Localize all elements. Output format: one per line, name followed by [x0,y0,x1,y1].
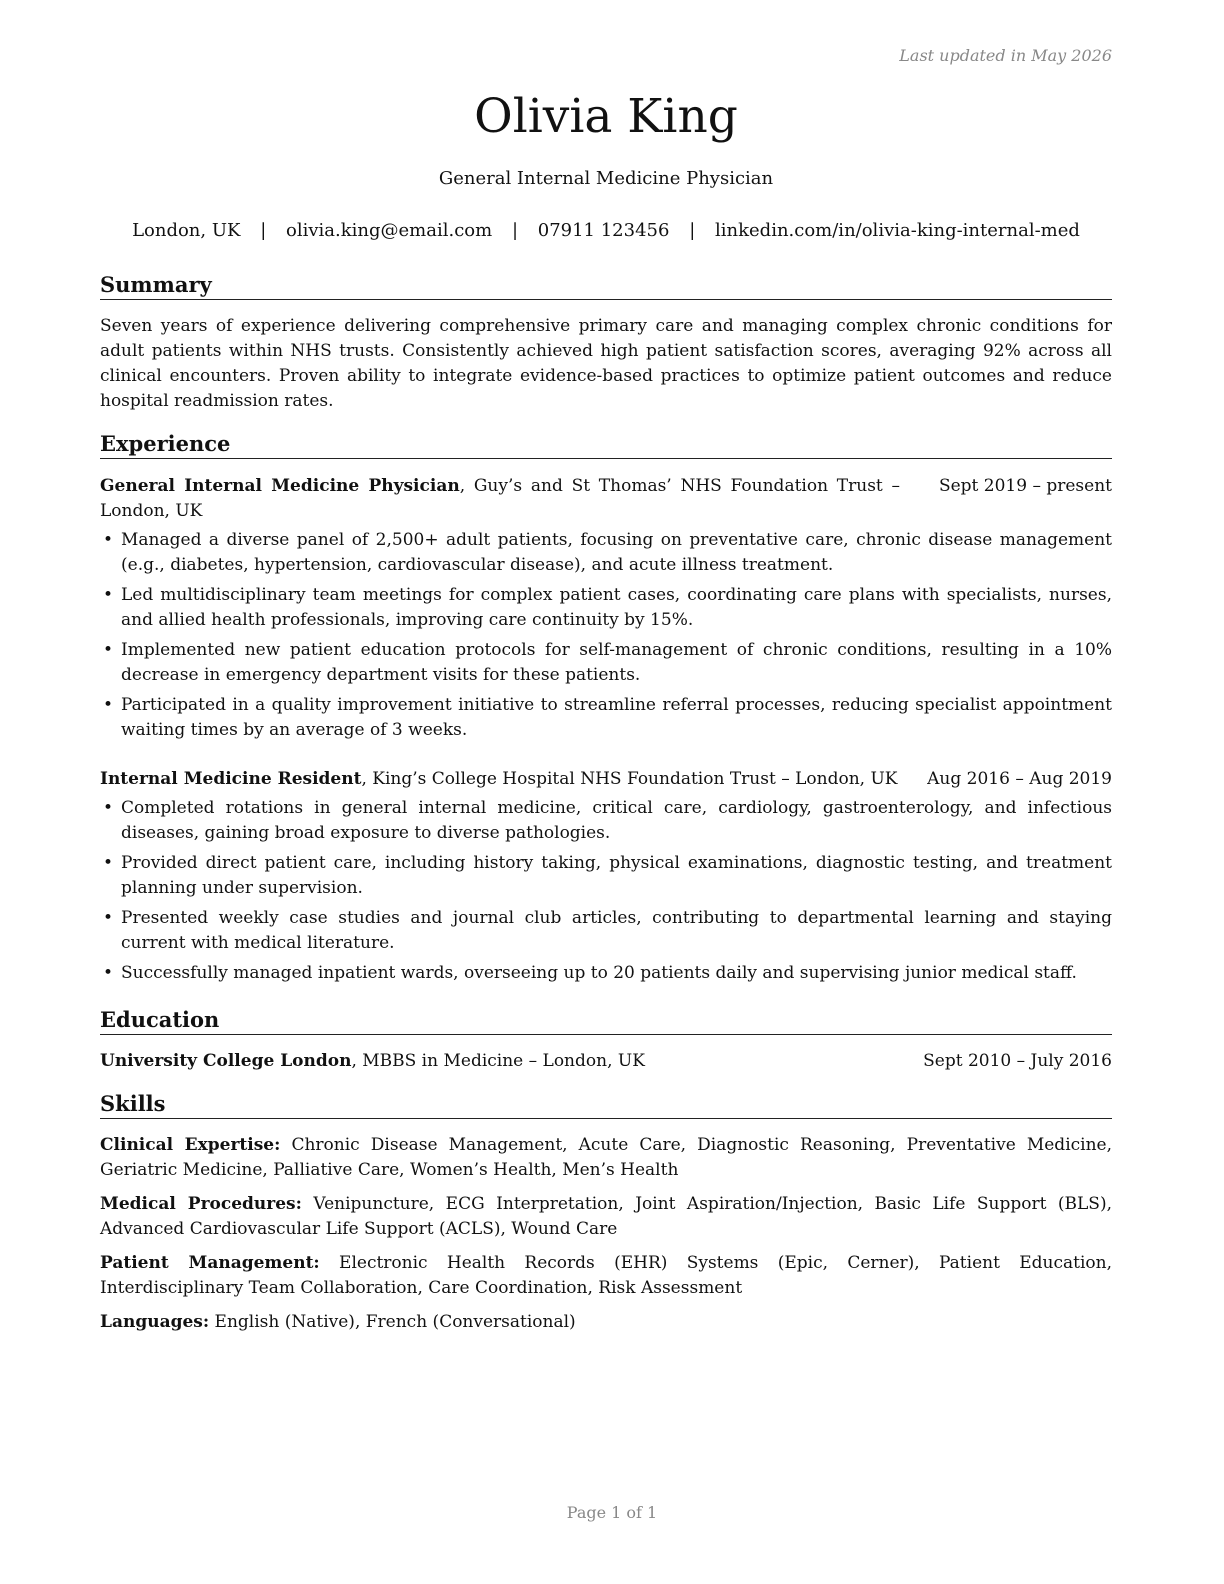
skills-list [100,1133,1112,1344]
job-organization: , Guy’s and St Thomas’ NHS Foundation Trust – London, UK [100,476,900,521]
job-bullets [100,796,1112,986]
job-title-line [100,474,900,524]
job-role: General Internal Medicine Physician [100,476,460,496]
skill-row [100,1251,1112,1301]
section-heading-education: Education [100,1006,1112,1035]
skill-row [100,1310,1112,1335]
education-entry [100,1049,1112,1074]
last-updated-note: Last updated in May 2026 [899,46,1112,65]
section-heading-summary: Summary [100,271,1112,300]
job-dates: Aug 2016 – Aug 2019 [927,769,1112,789]
skill-label: Languages: [100,1312,210,1332]
education-dates: Sept 2010 – July 2016 [923,1051,1112,1071]
skill-row [100,1133,1112,1183]
page-number: Page 1 of 1 [566,1503,658,1522]
education-school: University College London [100,1051,352,1071]
skill-label: Patient Management: [100,1253,320,1273]
skill-text: English (Native), French (Conversational) [209,1312,576,1332]
job-bullet: • Provided direct patient care, including history taking, physical examinations, diagnostic testing, and treatment planning under supervision. [100,851,1112,901]
contact-phone[interactable]: 07911 123456 [537,220,670,241]
contact-separator: | [260,220,267,241]
contact-line [100,219,1112,243]
job-bullet: • Successfully managed inpatient wards, overseeing up to 20 patients daily and supervising junior medical staff. [100,961,1112,986]
skill-text: Chronic Disease Management, Acute Care, Diagnostic Reasoning, Preventative Medicine, Geriatric Medicine, Palliative Care, Women’s Health, Men’s Health [100,1135,1112,1180]
job-bullet: • Presented weekly case studies and journal club articles, contributing to departmental learning and staying current with medical literature. [100,906,1112,956]
job-dates: Sept 2019 – present [938,476,1112,496]
summary-text: Seven years of experience delivering comprehensive primary care and managing complex chronic conditions for adult patients within NHS trusts. Consistently achieved high patient satisfaction scores, averaging 92% across all clinical encounters. Proven ability to integrate evidence-based practices to optimize patient outcomes and reduce hospital readmission rates. [100,316,1112,411]
job-entry [100,767,1112,991]
job-bullet: • Participated in a quality improvement initiative to streamline referral processes, reducing specialist appointment waiting times by an average of 3 weeks. [100,693,1112,743]
section-heading-experience: Experience [100,430,1112,459]
job-role: Internal Medicine Resident [100,769,362,789]
contact-linkedin[interactable]: linkedin.com/in/olivia-king-internal-med [715,220,1080,241]
contact-separator: | [689,220,696,241]
skill-label: Clinical Expertise: [100,1135,281,1155]
candidate-name: Olivia King [474,89,738,144]
education-degree: , MBBS in Medicine – London, UK [351,1051,645,1071]
skill-text: Electronic Health Records (EHR) Systems (Epic, Cerner), Patient Education, Interdisciplinary Team Collaboration, Care Coordination, Risk Assessment [100,1253,1112,1298]
job-bullet: • Managed a diverse panel of 2,500+ adult patients, focusing on preventative care, chronic disease management (e.g., diabetes, hypertension, cardiovascular disease), and acute illness treatment. [100,528,1112,578]
job-title-line [100,767,920,792]
contact-email[interactable]: olivia.king@email.com [286,220,493,241]
contact-separator: | [511,220,519,241]
section-heading-skills: Skills [100,1090,1112,1119]
skill-row [100,1192,1112,1242]
education-line [100,1049,645,1074]
skill-label: Medical Procedures: [100,1194,302,1214]
candidate-title: General Internal Medicine Physician [438,168,774,189]
job-bullet: • Led multidisciplinary team meetings for complex patient cases, coordinating care plans with specialists, nurses, and allied health professionals, improving care continuity by 15%. [100,583,1112,633]
job-bullet: • Completed rotations in general internal medicine, critical care, cardiology, gastroenterology, and infectious diseases, gaining broad exposure to diverse pathologies. [100,796,1112,846]
job-bullet: • Implemented new patient education protocols for self-management of chronic conditions, resulting in a 10% decrease in emergency department visits for these patients. [100,638,1112,688]
contact-location: London, UK [132,220,241,241]
job-header [100,474,1112,524]
job-entry [100,474,1112,748]
job-organization: , King’s College Hospital NHS Foundation Trust – London, UK [361,769,898,789]
job-bullets [100,528,1112,743]
job-header [100,767,1112,792]
skill-text: Venipuncture, ECG Interpretation, Joint Aspiration/Injection, Basic Life Support (BLS), Advanced Cardiovascular Life Support (ACLS), Wound Care [100,1194,1112,1239]
